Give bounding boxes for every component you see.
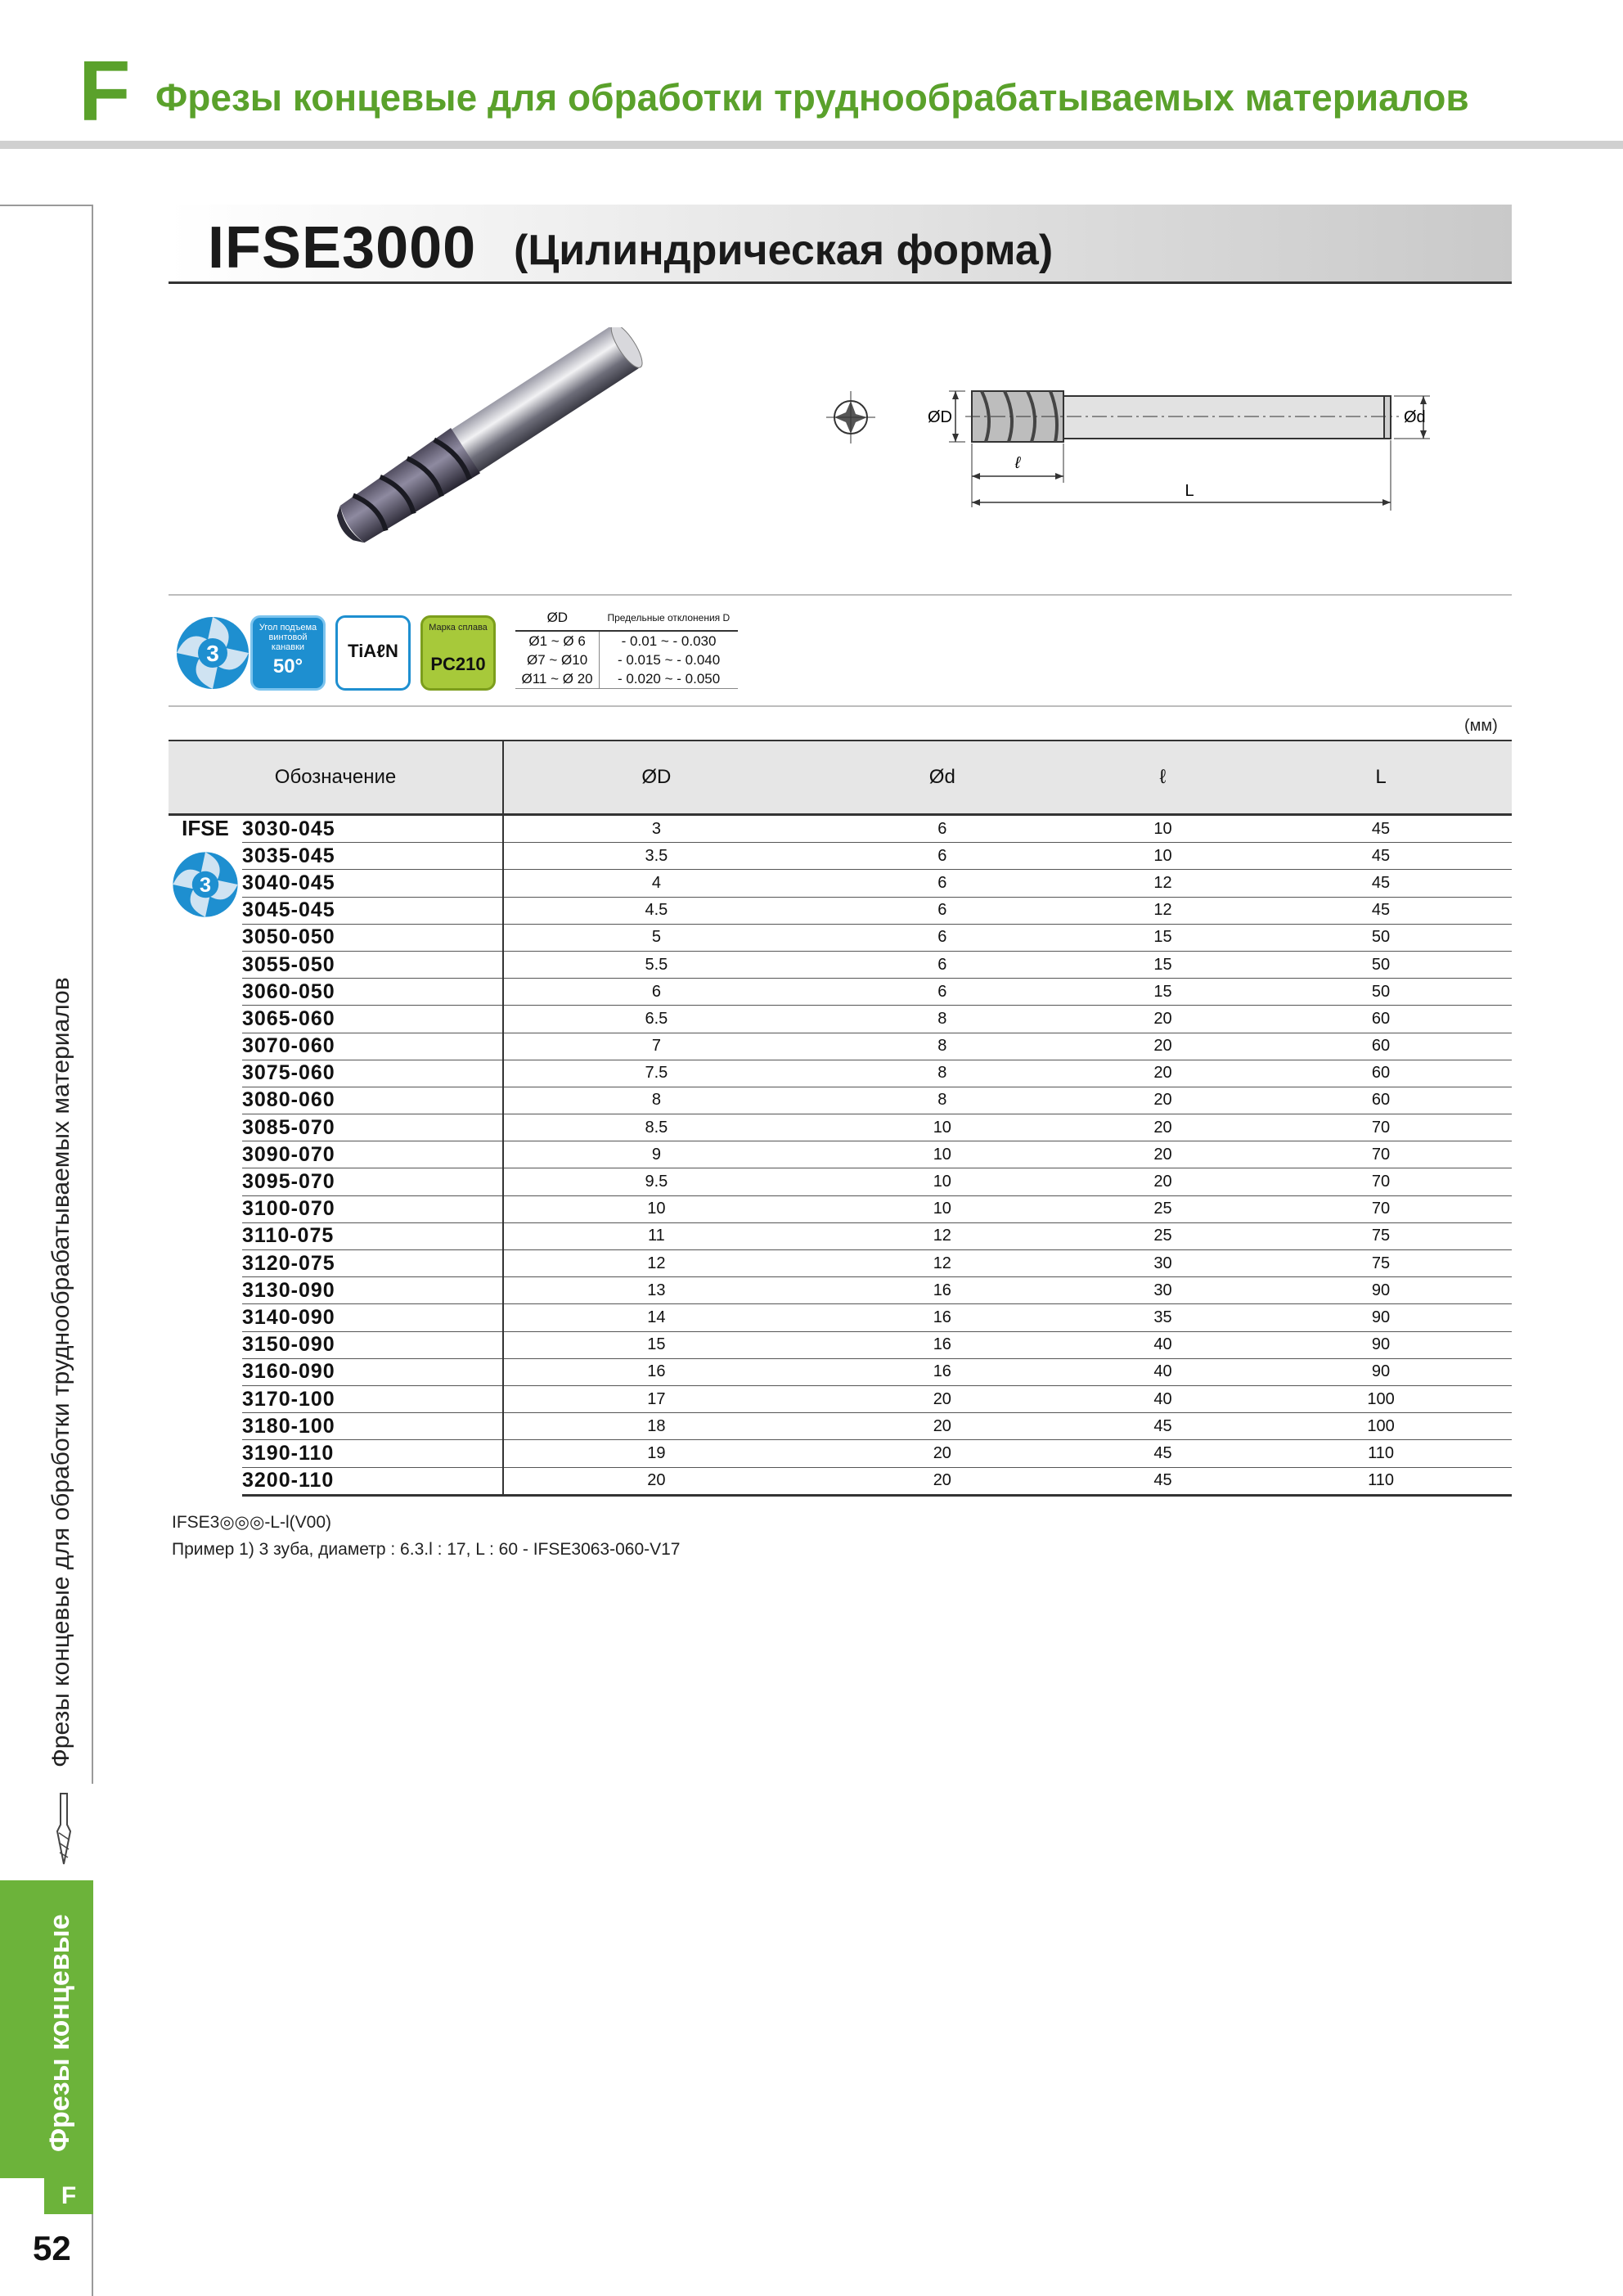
product-code: 3075-060 <box>242 1060 503 1087</box>
table-row <box>169 951 1512 978</box>
cell-d: 10 <box>809 1114 1076 1141</box>
cell-D: 14 <box>503 1304 809 1331</box>
product-code: 3060-050 <box>242 979 503 1006</box>
tolerance-value: - 0.01 ~ - 0.030 <box>621 633 717 649</box>
end-mill-icon <box>52 1792 75 1866</box>
cell-L: 110 <box>1250 1467 1512 1495</box>
table-row <box>169 1358 1512 1385</box>
header-divider <box>0 141 1623 149</box>
cell-l: 20 <box>1076 1033 1250 1060</box>
cell-L: 90 <box>1250 1277 1512 1304</box>
table-row <box>169 1440 1512 1467</box>
cell-d: 12 <box>809 1222 1076 1249</box>
cell-D: 4.5 <box>503 897 809 924</box>
cell-L: 45 <box>1250 897 1512 924</box>
cell-d: 8 <box>809 1006 1076 1033</box>
coating-value: TiAℓN <box>348 641 398 661</box>
sidebar-category-label: Фрезы концевые <box>44 1914 75 2152</box>
product-code: 3180-100 <box>242 1413 503 1440</box>
cell-L: 45 <box>1250 843 1512 870</box>
product-code: 3070-060 <box>242 1033 503 1060</box>
cell-d: 6 <box>809 951 1076 978</box>
cell-L: 90 <box>1250 1331 1512 1358</box>
cell-d: 20 <box>809 1440 1076 1467</box>
cell-l: 25 <box>1076 1222 1250 1249</box>
cell-l: 45 <box>1076 1413 1250 1440</box>
product-code: 3120-075 <box>242 1250 503 1277</box>
header-d: Ød <box>809 741 1076 815</box>
cell-d: 6 <box>809 897 1076 924</box>
product-code: 3190-110 <box>242 1440 503 1467</box>
product-code: 3170-100 <box>242 1385 503 1412</box>
cell-L: 70 <box>1250 1168 1512 1195</box>
cell-d: 12 <box>809 1250 1076 1277</box>
cell-L: 100 <box>1250 1413 1512 1440</box>
cell-d: 16 <box>809 1277 1076 1304</box>
cell-l: 20 <box>1076 1006 1250 1033</box>
three-flute-icon <box>169 848 242 921</box>
cell-l: 10 <box>1076 843 1250 870</box>
cell-D: 8 <box>503 1087 809 1114</box>
cell-d: 10 <box>809 1141 1076 1168</box>
cell-D: 12 <box>503 1250 809 1277</box>
product-code: 3080-060 <box>242 1087 503 1114</box>
cell-d: 20 <box>809 1385 1076 1412</box>
tolerance-range: Ø1 ~ Ø 6 <box>515 631 600 651</box>
tolerance-header-deviation: Предельные отклонения D <box>600 606 738 631</box>
cell-l: 40 <box>1076 1358 1250 1385</box>
sidebar-vertical-title: Фрезы концевые для обработки труднообрабатываемых материалов <box>47 977 74 1767</box>
sidebar-bottom-rule <box>92 2214 93 2296</box>
cell-D: 9.5 <box>503 1168 809 1195</box>
cell-l: 40 <box>1076 1385 1250 1412</box>
sidebar-top-rule <box>0 205 93 206</box>
header-D: ØD <box>503 741 809 815</box>
product-code: 3200-110 <box>242 1467 503 1495</box>
table-row <box>169 924 1512 951</box>
cell-d: 10 <box>809 1195 1076 1222</box>
cell-D: 16 <box>503 1358 809 1385</box>
cell-L: 75 <box>1250 1222 1512 1249</box>
grade-value: PC210 <box>430 654 486 674</box>
table-row <box>169 1060 1512 1087</box>
cell-L: 70 <box>1250 1141 1512 1168</box>
cell-d: 20 <box>809 1413 1076 1440</box>
flute-count: 3 <box>206 641 219 666</box>
table-row <box>169 1277 1512 1304</box>
sidebar-rule <box>92 205 93 1784</box>
flute-count: 3 <box>199 874 212 897</box>
table-row <box>169 1195 1512 1222</box>
tolerance-row <box>515 651 738 669</box>
table-row <box>169 979 1512 1006</box>
product-code: 3055-050 <box>242 951 503 978</box>
units-label: (мм) <box>1464 717 1498 735</box>
cell-D: 19 <box>503 1440 809 1467</box>
cell-l: 25 <box>1076 1195 1250 1222</box>
cell-D: 5.5 <box>503 951 809 978</box>
tolerance-header-D: ØD <box>515 606 600 631</box>
drawing-label-L: L <box>1185 482 1194 500</box>
series-cell <box>169 815 242 1496</box>
cell-D: 3 <box>503 815 809 843</box>
cell-l: 10 <box>1076 815 1250 843</box>
product-code: 3095-070 <box>242 1168 503 1195</box>
cell-l: 20 <box>1076 1060 1250 1087</box>
cell-d: 8 <box>809 1033 1076 1060</box>
helix-angle-value: 50° <box>272 655 303 678</box>
product-code: 3150-090 <box>242 1331 503 1358</box>
cell-l: 12 <box>1076 897 1250 924</box>
product-code: 3050-050 <box>242 924 503 951</box>
table-row <box>169 815 1512 843</box>
table-row <box>169 1385 1512 1412</box>
header-designation: Обозначение <box>169 741 503 815</box>
cell-D: 18 <box>503 1413 809 1440</box>
features-bottom-rule <box>169 705 1512 707</box>
tolerance-row <box>515 669 738 689</box>
table-row <box>169 1467 1512 1495</box>
page-title: Фрезы концевые для обработки труднообрабатываемых материалов <box>155 76 1469 119</box>
cell-L: 70 <box>1250 1114 1512 1141</box>
cell-D: 4 <box>503 870 809 897</box>
cell-l: 12 <box>1076 870 1250 897</box>
cell-L: 70 <box>1250 1195 1512 1222</box>
table-row <box>169 870 1512 897</box>
drawing-label-l: ℓ <box>1014 454 1021 472</box>
page-number: 52 <box>33 2229 71 2267</box>
tolerance-range: Ø7 ~ Ø10 <box>515 651 600 669</box>
cell-D: 3.5 <box>503 843 809 870</box>
cell-l: 35 <box>1076 1304 1250 1331</box>
dimensions-table <box>169 740 1512 1497</box>
cell-l: 20 <box>1076 1141 1250 1168</box>
helix-angle-badge <box>250 615 326 691</box>
cell-L: 45 <box>1250 870 1512 897</box>
cell-l: 30 <box>1076 1250 1250 1277</box>
grade-badge <box>420 615 496 691</box>
drawing-label-D: ØD <box>928 408 952 426</box>
cell-D: 13 <box>503 1277 809 1304</box>
product-code: 3035-045 <box>242 843 503 870</box>
cell-L: 100 <box>1250 1385 1512 1412</box>
product-code: 3110-075 <box>242 1222 503 1249</box>
cell-D: 6.5 <box>503 1006 809 1033</box>
table-row <box>169 1304 1512 1331</box>
series-label: IFSE <box>182 816 229 840</box>
end-view-icon <box>826 391 875 443</box>
product-code: 3160-090 <box>242 1358 503 1385</box>
cell-d: 20 <box>809 1467 1076 1495</box>
cell-l: 15 <box>1076 979 1250 1006</box>
cell-L: 90 <box>1250 1304 1512 1331</box>
product-code: 3030-045 <box>242 815 503 843</box>
product-code: 3040-045 <box>242 870 503 897</box>
cell-D: 15 <box>503 1331 809 1358</box>
tolerance-row <box>515 631 738 651</box>
tolerance-value: - 0.020 ~ - 0.050 <box>600 669 738 689</box>
table-row <box>169 897 1512 924</box>
cell-d: 8 <box>809 1060 1076 1087</box>
cell-l: 20 <box>1076 1168 1250 1195</box>
table-row <box>169 1413 1512 1440</box>
designation-example-note: Пример 1) 3 зуба, диаметр : 6.3.l : 17, L : 60 - IFSE3063-060-V17 <box>172 1540 681 1559</box>
product-name: IFSE3000 <box>208 215 477 281</box>
table-row <box>169 1141 1512 1168</box>
designation-format-note: IFSE3◎◎◎-L-l(V00) <box>172 1513 332 1532</box>
helix-angle-label: Угол подъема винтовой канавки <box>259 623 317 652</box>
cell-d: 16 <box>809 1331 1076 1358</box>
drawing-label-d: Ød <box>1404 408 1426 426</box>
tolerance-value: - 0.015 ~ - 0.040 <box>617 651 721 668</box>
tool-dimension-drawing <box>818 352 1456 532</box>
product-code: 3085-070 <box>242 1114 503 1141</box>
cell-L: 90 <box>1250 1358 1512 1385</box>
product-code: 3090-070 <box>242 1141 503 1168</box>
table-row <box>169 1006 1512 1033</box>
header-l: ℓ <box>1076 741 1250 815</box>
cell-D: 8.5 <box>503 1114 809 1141</box>
cell-L: 50 <box>1250 979 1512 1006</box>
cell-l: 40 <box>1076 1331 1250 1358</box>
product-title-underline <box>169 281 1512 284</box>
cell-l: 15 <box>1076 924 1250 951</box>
three-flute-icon <box>172 612 254 694</box>
cell-d: 6 <box>809 843 1076 870</box>
cell-d: 10 <box>809 1168 1076 1195</box>
cell-L: 60 <box>1250 1033 1512 1060</box>
table-row <box>169 1033 1512 1060</box>
cell-d: 6 <box>809 924 1076 951</box>
cell-l: 45 <box>1076 1440 1250 1467</box>
cell-l: 20 <box>1076 1114 1250 1141</box>
table-row <box>169 1250 1512 1277</box>
table-row <box>169 1168 1512 1195</box>
product-code: 3045-045 <box>242 897 503 924</box>
cell-d: 16 <box>809 1358 1076 1385</box>
cell-L: 60 <box>1250 1006 1512 1033</box>
cell-L: 45 <box>1250 815 1512 843</box>
tolerance-range: Ø11 ~ Ø 20 <box>515 669 600 689</box>
cell-D: 17 <box>503 1385 809 1412</box>
cell-D: 7.5 <box>503 1060 809 1087</box>
table-row <box>169 1331 1512 1358</box>
header-L: L <box>1250 741 1512 815</box>
cell-l: 45 <box>1076 1467 1250 1495</box>
cell-L: 50 <box>1250 951 1512 978</box>
cell-D: 9 <box>503 1141 809 1168</box>
cell-D: 6 <box>503 979 809 1006</box>
cell-d: 8 <box>809 1087 1076 1114</box>
cell-L: 110 <box>1250 1440 1512 1467</box>
cell-L: 60 <box>1250 1087 1512 1114</box>
cell-L: 75 <box>1250 1250 1512 1277</box>
cell-L: 60 <box>1250 1060 1512 1087</box>
cell-d: 16 <box>809 1304 1076 1331</box>
product-code: 3130-090 <box>242 1277 503 1304</box>
cell-D: 5 <box>503 924 809 951</box>
cell-D: 7 <box>503 1033 809 1060</box>
cell-D: 20 <box>503 1467 809 1495</box>
table-row <box>169 1087 1512 1114</box>
tolerance-table <box>515 606 738 689</box>
product-subtitle: (Цилиндрическая форма) <box>514 227 1054 274</box>
tool-photo <box>294 327 654 556</box>
table-row <box>169 843 1512 870</box>
grade-label: Марка сплава <box>429 623 488 633</box>
coating-badge <box>335 615 411 691</box>
section-letter: F <box>79 44 131 139</box>
cell-d: 6 <box>809 870 1076 897</box>
product-code: 3100-070 <box>242 1195 503 1222</box>
product-code: 3065-060 <box>242 1006 503 1033</box>
cell-d: 6 <box>809 979 1076 1006</box>
features-top-rule <box>169 594 1512 596</box>
cell-D: 10 <box>503 1195 809 1222</box>
cell-l: 15 <box>1076 951 1250 978</box>
product-code: 3140-090 <box>242 1304 503 1331</box>
cell-L: 50 <box>1250 924 1512 951</box>
table-row <box>169 1114 1512 1141</box>
cell-l: 30 <box>1076 1277 1250 1304</box>
sidebar-section-letter: F <box>44 2178 93 2214</box>
cell-D: 11 <box>503 1222 809 1249</box>
cell-l: 20 <box>1076 1087 1250 1114</box>
cell-d: 6 <box>809 815 1076 843</box>
table-row <box>169 1222 1512 1249</box>
